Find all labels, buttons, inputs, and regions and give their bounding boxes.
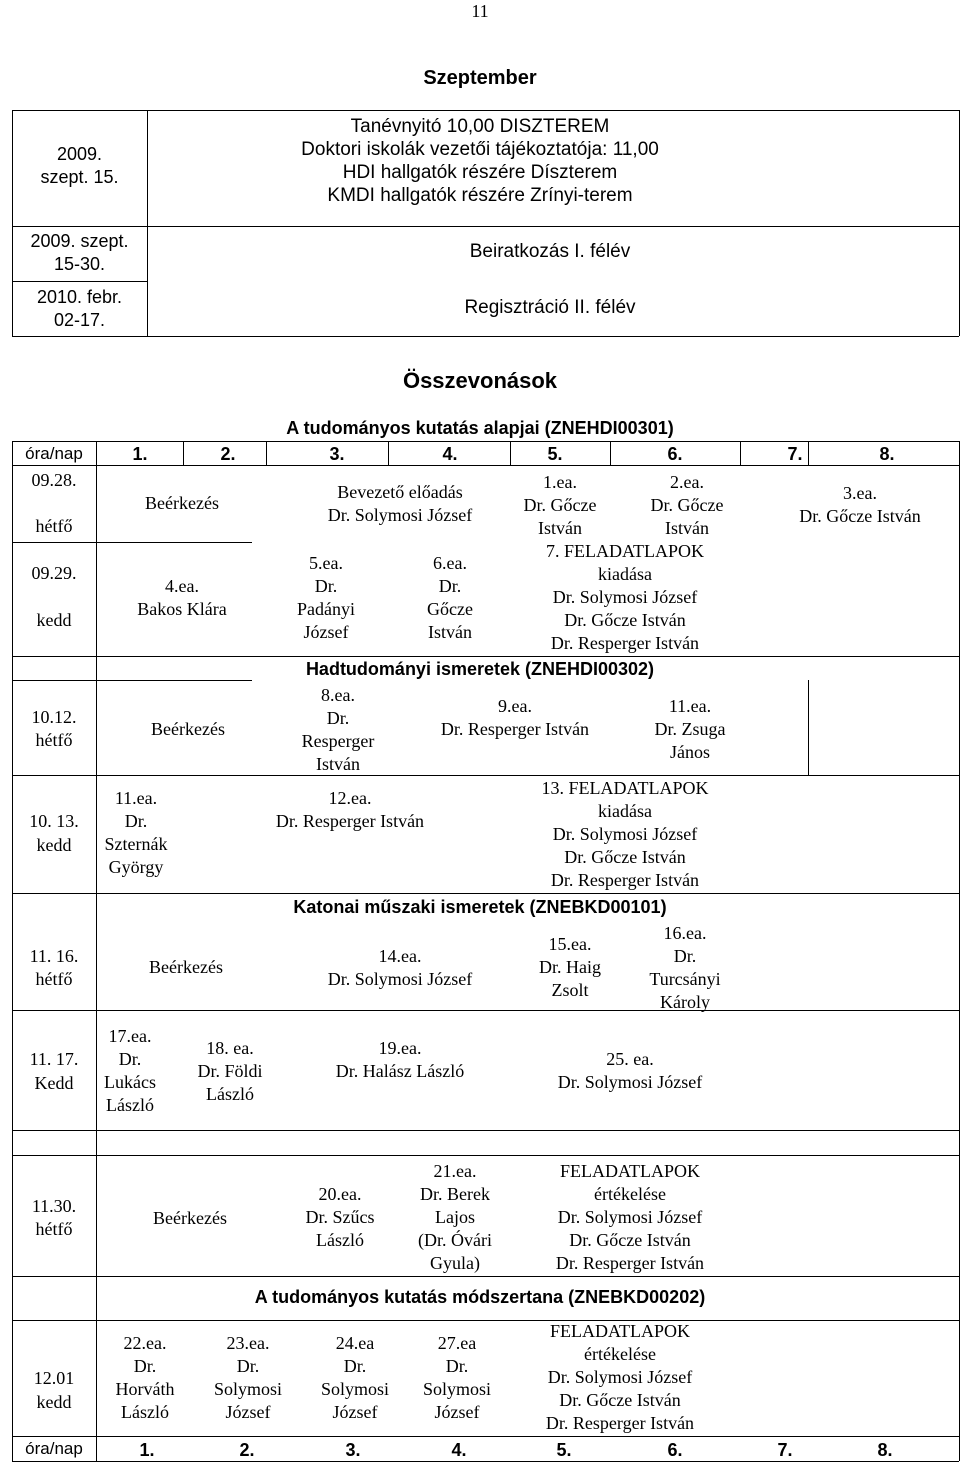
date-1130: 11.30. [31,1196,77,1216]
period-7: 7. [787,444,803,464]
arrival-1116: Beérkezés [149,957,223,977]
worksheets-eval-2: FELADATLAPOK értékelése Dr. Solymosi József Dr. Gőcze István Dr. Resperger István [545,1321,695,1433]
footer-period-6: 6. [667,1440,683,1460]
lecture-4: 4.ea. Bakos Klára [137,576,227,619]
day-1013: kedd [36,835,72,855]
top-row3-date: 2010. febr. 02-17. [36,287,123,330]
period-4: 4. [442,444,458,464]
day-1012: hétfő [35,730,73,750]
footer-period-8: 8. [877,1440,893,1460]
date-1013: 10. 13. [29,811,79,831]
period-5: 5. [547,444,563,464]
lecture-18: 18. ea. Dr. Földi László [197,1038,263,1104]
lecture-9: 9.ea. Dr. Resperger István [440,696,590,739]
worksheets-7: 7. FELADATLAPOK kiadása Dr. Solymosi József Dr. Gőcze István Dr. Resperger István [545,541,704,653]
lecture-3: 3.ea. Dr. Gőcze István [799,483,921,526]
period-2: 2. [220,444,236,464]
section-title: Összevonások [402,368,558,393]
footer-period-5: 5. [556,1440,572,1460]
lecture-bevezeto: Bevezető előadás Dr. Solymosi József [327,482,473,525]
period-3: 3. [329,444,345,464]
period-6: 6. [667,444,683,464]
lecture-27: 27.ea Dr. Solymosi József [422,1333,492,1422]
lecture-17: 17.ea. Dr. Lukács László [104,1026,156,1115]
worksheets-eval-1: FELADATLAPOK értékelése Dr. Solymosi József Dr. Gőcze István Dr. Resperger István [555,1161,705,1273]
footer-period-3: 3. [345,1440,361,1460]
lecture-16: 16.ea. Dr. Turcsányi Károly [649,923,721,1012]
day-0928: hétfő [35,516,73,536]
date-1012: 10.12. [31,707,77,727]
top-row2-text: Beiratkozás I. félév [469,241,631,262]
lecture-6: 6.ea. Dr. Gőcze István [427,553,473,642]
lecture-14: 14.ea. Dr. Solymosi József [327,946,473,989]
top-row3-text: Regisztráció II. félév [464,297,636,318]
lecture-8: 8.ea. Dr. Resperger István [301,685,375,774]
lecture-25: 25. ea. Dr. Solymosi József [557,1049,703,1092]
arrival-1130: Beérkezés [153,1208,227,1228]
date-0929: 09.29. [31,563,77,583]
lecture-22: 22.ea. Dr. Horváth László [115,1333,175,1422]
lecture-23: 23.ea. Dr. Solymosi József [213,1333,283,1422]
day-0929: kedd [36,610,72,630]
arrival-1012: Beérkezés [151,719,225,739]
lecture-20: 20.ea. Dr. Szűcs László [305,1184,375,1250]
day-1116: hétfő [35,969,73,989]
lecture-12: 12.ea. Dr. Resperger István [275,788,425,831]
course2-title: Hadtudományi ismeretek (ZNEHDI00302) [305,659,655,679]
top-row2-date: 2009. szept. 15-30. [30,231,129,274]
top-row1-text: Tanévnyitó 10,00 DISZTEREM Doktori iskolák vezetői tájékoztatója: 11,00 HDI hallgatók részére Díszterem KMDI hallgatók részére Zrínyi-terem [301,116,659,206]
course3-title: Katonai műszaki ismeretek (ZNEBKD00101) [293,897,667,917]
period-1: 1. [132,444,148,464]
lecture-24: 24.ea Dr. Solymosi József [320,1333,390,1422]
footer-period-7: 7. [777,1440,793,1460]
course1-title: A tudományos kutatás alapjai (ZNEHDI00301) [286,418,674,438]
footer-period-4: 4. [451,1440,467,1460]
lecture-19: 19.ea. Dr. Halász László [335,1038,465,1081]
period-8: 8. [879,444,895,464]
month-title: Szeptember [423,67,537,89]
date-0928: 09.28. [31,470,77,490]
day-1130: hétfő [35,1219,73,1239]
lecture-11b: 11.ea. Dr. Szternák György [104,788,168,877]
lecture-1: 1.ea. Dr. Gőcze István [523,472,597,538]
date-1117: 11. 17. [29,1049,79,1069]
footer-period-1: 1. [139,1440,155,1460]
footer-header-label: óra/nap [25,1439,83,1458]
footer-period-2: 2. [239,1440,255,1460]
worksheets-13: 13. FELADATLAPOK kiadása Dr. Solymosi József Dr. Gőcze István Dr. Resperger István [541,778,709,890]
day-1117: Kedd [34,1073,74,1093]
page-number: 11 [471,1,489,21]
lecture-5: 5.ea. Dr. Padányi József [297,553,355,642]
lecture-15: 15.ea. Dr. Haig Zsolt [539,934,601,1000]
course4-title: A tudományos kutatás módszertana (ZNEBKD00202) [254,1287,706,1307]
lecture-2: 2.ea. Dr. Gőcze István [650,472,724,538]
lecture-21: 21.ea. Dr. Berek Lajos (Dr. Óvári Gyula) [418,1161,492,1273]
date-1201: 12.01 [33,1368,75,1388]
lecture-11a: 11.ea. Dr. Zsuga János [654,696,726,762]
top-row1-date: 2009. szept. 15. [40,144,119,187]
date-1116: 11. 16. [29,946,79,966]
day-1201: kedd [36,1392,72,1412]
arrival-0928: Beérkezés [145,493,219,513]
header-label: óra/nap [25,444,83,463]
